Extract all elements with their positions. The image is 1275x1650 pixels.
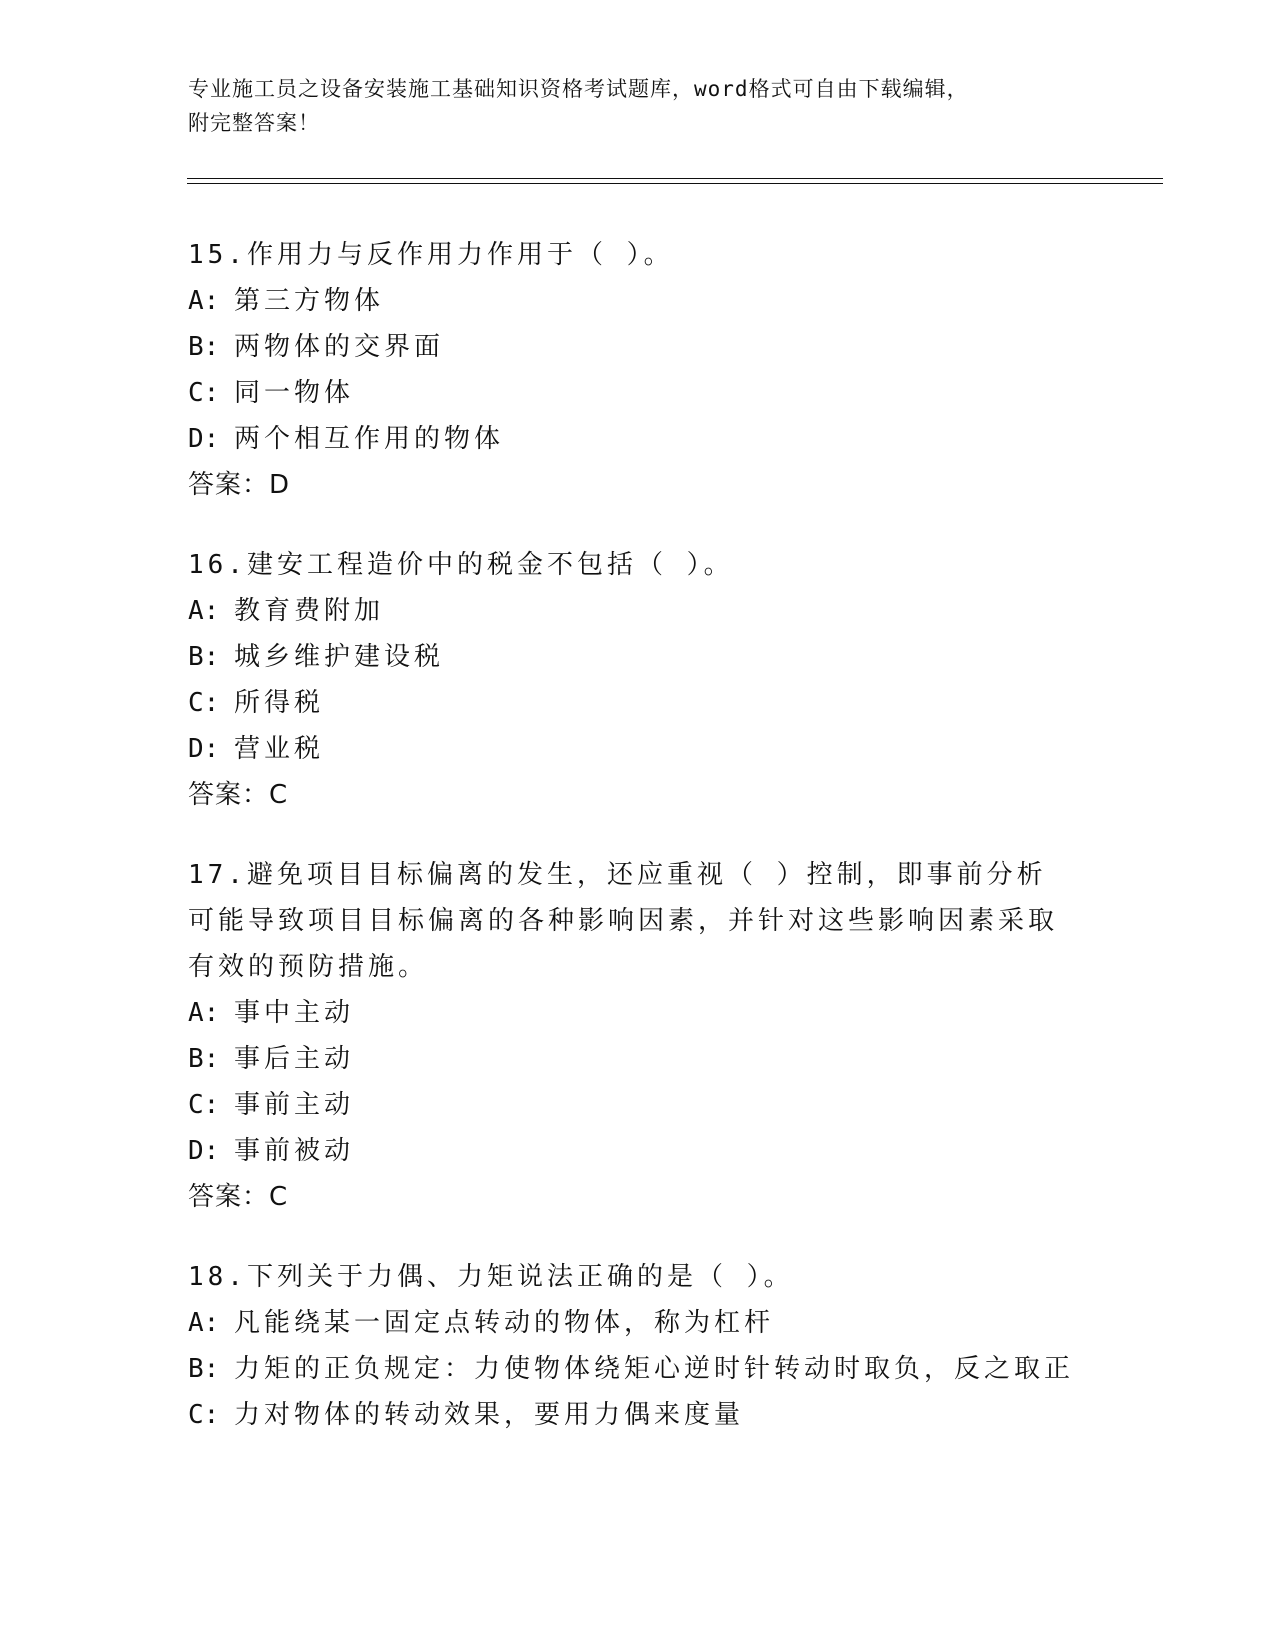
option-text: 营业税: [234, 734, 325, 764]
option-key: A:: [188, 596, 220, 626]
option-text: 同一物体: [234, 378, 355, 408]
question-stem: 18.下列关于力偶、力矩说法正确的是（ ）。: [188, 1262, 794, 1292]
option-c: [188, 370, 1088, 416]
option-text: 事前被动: [234, 1136, 355, 1166]
option-key: B:: [188, 332, 220, 362]
option-text: 事后主动: [234, 1044, 355, 1074]
question-list: [188, 232, 1088, 1472]
option-b: [188, 324, 1088, 370]
option-a: [188, 588, 1088, 634]
option-a: [188, 990, 1088, 1036]
answer-line: 答案：D: [188, 470, 291, 500]
option-key: C:: [188, 1090, 220, 1120]
question-stem: 17.避免项目目标偏离的发生，还应重视（ ）控制，即事前分析可能导致项目目标偏离的各种影响因素，并针对这些影响因素采取有效的预防措施。: [188, 860, 1059, 982]
answer-line: 答案：C: [188, 1182, 289, 1212]
option-text: 城乡维护建设税: [234, 642, 445, 672]
option-c: [188, 680, 1088, 726]
header-rule-bottom: [187, 183, 1163, 184]
option-a: [188, 278, 1088, 324]
header-line-1: 专业施工员之设备安装施工基础知识资格考试题库，word格式可自由下载编辑，: [188, 77, 969, 101]
option-c: [188, 1082, 1088, 1128]
header-line-2: 附完整答案！: [188, 111, 320, 135]
option-key: C:: [188, 378, 220, 408]
option-d: [188, 1128, 1088, 1174]
option-key: D:: [188, 1136, 220, 1166]
option-key: A:: [188, 998, 220, 1028]
option-key: C:: [188, 1400, 220, 1430]
question-18: [188, 1254, 1088, 1438]
header-rule-top: [187, 178, 1163, 179]
option-text: 事前主动: [234, 1090, 355, 1120]
option-text: 事中主动: [234, 998, 355, 1028]
option-key: B:: [188, 1354, 220, 1384]
option-c: [188, 1392, 1088, 1438]
option-text: 凡能绕某一固定点转动的物体，称为杠杆: [234, 1308, 775, 1338]
option-text: 第三方物体: [234, 286, 385, 316]
option-a: [188, 1300, 1088, 1346]
option-key: C:: [188, 688, 220, 718]
option-text: 力矩的正负规定：力使物体绕矩心逆时针转动时取负，反之取正: [234, 1354, 1075, 1384]
question-stem: 16.建安工程造价中的税金不包括（ ）。: [188, 550, 734, 580]
option-key: D:: [188, 424, 220, 454]
option-b: [188, 1346, 1088, 1392]
option-text: 两物体的交界面: [234, 332, 445, 362]
option-b: [188, 634, 1088, 680]
question-15: [188, 232, 1088, 508]
option-key: D:: [188, 734, 220, 764]
option-key: B:: [188, 1044, 220, 1074]
option-text: 所得税: [234, 688, 325, 718]
option-key: A:: [188, 1308, 220, 1338]
option-text: 教育费附加: [234, 596, 385, 626]
option-key: A:: [188, 286, 220, 316]
question-16: [188, 542, 1088, 818]
option-text: 力对物体的转动效果，要用力偶来度量: [234, 1400, 745, 1430]
question-17: [188, 852, 1088, 1220]
option-b: [188, 1036, 1088, 1082]
option-text: 两个相互作用的物体: [234, 424, 505, 454]
document-header: [188, 72, 1068, 140]
answer-line: 答案：C: [188, 780, 289, 810]
option-d: [188, 726, 1088, 772]
question-stem: 15.作用力与反作用力作用于（ ）。: [188, 240, 674, 270]
option-key: B:: [188, 642, 220, 672]
option-d: [188, 416, 1088, 462]
